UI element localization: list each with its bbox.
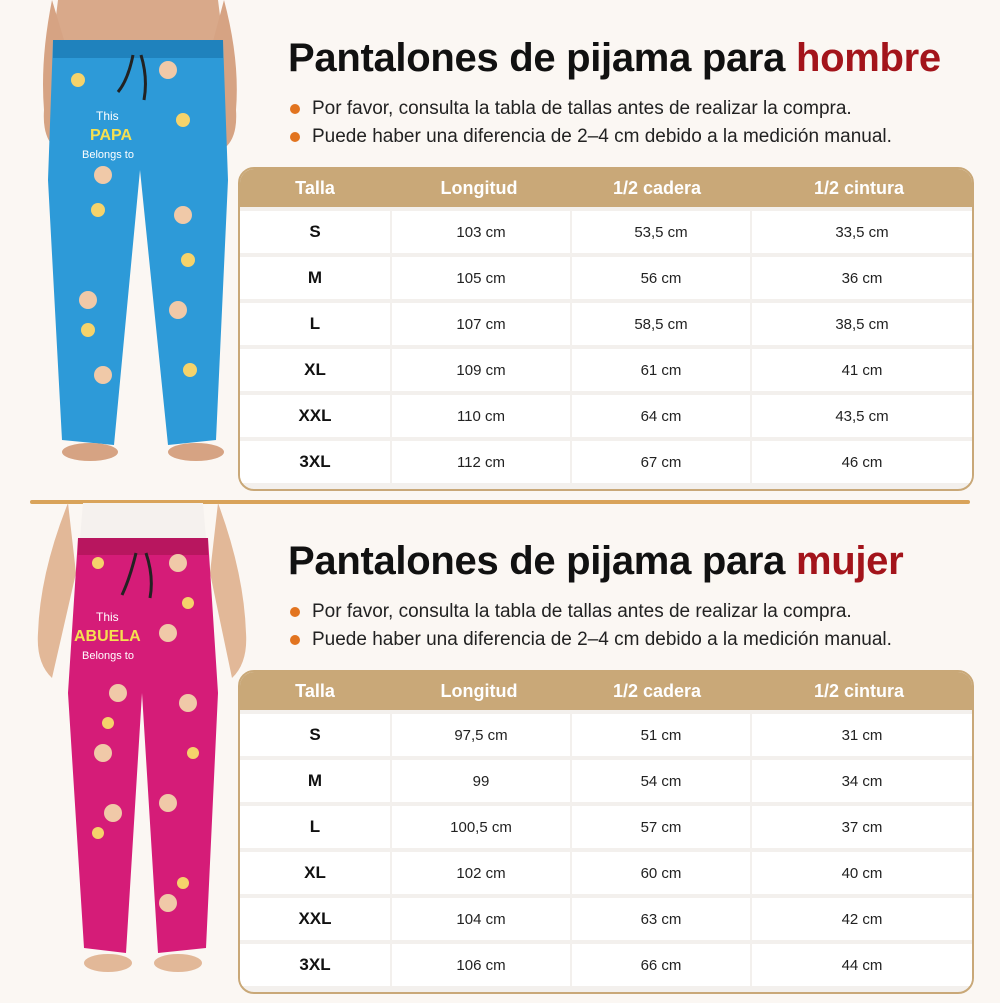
title-accent: hombre (795, 36, 941, 80)
print-text-this: This (96, 109, 119, 123)
print-text-name: ABUELA (74, 628, 141, 645)
table-row (240, 395, 972, 441)
cell-size: M (240, 257, 390, 299)
table-row (240, 303, 972, 349)
table-header (240, 169, 972, 207)
cell-cadera: 54 cm (572, 760, 750, 802)
cell-longitud: 102 cm (392, 852, 570, 894)
table-body (240, 710, 972, 990)
cell-cadera: 51 cm (572, 714, 750, 756)
size-table-women (238, 670, 974, 994)
men-section (0, 0, 1000, 500)
table-row (240, 714, 972, 760)
header-cintura: 1/2 cintura (813, 177, 905, 198)
table-row (240, 441, 972, 487)
cell-size: XL (240, 349, 390, 391)
cell-cadera: 67 cm (572, 441, 750, 483)
table-row (240, 760, 972, 806)
note-item: Por favor, consulta la tabla de tallas antes de realizar la compra. (290, 95, 892, 123)
note-item: Puede haber una diferencia de 2–4 cm debido a la medición manual. (290, 626, 892, 654)
cell-cintura: 31 cm (752, 714, 972, 756)
cell-cadera: 64 cm (572, 395, 750, 437)
title-accent: mujer (795, 539, 904, 583)
size-table-men (238, 167, 974, 491)
bullet-icon (290, 104, 300, 114)
cell-longitud: 107 cm (392, 303, 570, 345)
bullet-icon (290, 132, 300, 142)
cell-cintura: 44 cm (752, 944, 972, 986)
cell-size: L (240, 806, 390, 848)
cell-longitud: 109 cm (392, 349, 570, 391)
page-title-men (288, 36, 941, 81)
cell-size: S (240, 211, 390, 253)
cell-longitud: 97,5 cm (392, 714, 570, 756)
cell-cintura: 46 cm (752, 441, 972, 483)
bullet-icon (290, 607, 300, 617)
page-title-women (288, 539, 903, 584)
print-text-this: This (96, 610, 119, 624)
cell-longitud: 106 cm (392, 944, 570, 986)
notes-list (290, 95, 892, 151)
table-row (240, 211, 972, 257)
cell-cintura: 40 cm (752, 852, 972, 894)
cell-longitud: 100,5 cm (392, 806, 570, 848)
cell-size: 3XL (240, 441, 390, 483)
cell-cadera: 57 cm (572, 806, 750, 848)
cell-cintura: 33,5 cm (752, 211, 972, 253)
table-row (240, 257, 972, 303)
cell-longitud: 110 cm (392, 395, 570, 437)
print-text-belongs: Belongs to (82, 650, 134, 662)
header-talla: Talla (295, 680, 335, 701)
table-row (240, 349, 972, 395)
women-section (0, 503, 1000, 1003)
header-cintura: 1/2 cintura (813, 680, 905, 701)
cell-cintura: 36 cm (752, 257, 972, 299)
women-pajama-pants-photo (18, 503, 258, 1003)
cell-cintura: 43,5 cm (752, 395, 972, 437)
title-main: Pantalones de pijama para (288, 36, 796, 80)
cell-size: XXL (240, 395, 390, 437)
table-row (240, 806, 972, 852)
cell-cadera: 53,5 cm (572, 211, 750, 253)
cell-cintura: 41 cm (752, 349, 972, 391)
cell-cadera: 60 cm (572, 852, 750, 894)
header-longitud: Longitud (440, 680, 518, 701)
cell-cadera: 56 cm (572, 257, 750, 299)
title-main: Pantalones de pijama para (288, 539, 796, 583)
cell-size: S (240, 714, 390, 756)
cell-longitud: 105 cm (392, 257, 570, 299)
header-longitud: Longitud (440, 177, 518, 198)
bullet-icon (290, 635, 300, 645)
cell-longitud: 112 cm (392, 441, 570, 483)
print-text-belongs: Belongs to (82, 149, 134, 161)
cell-cadera: 58,5 cm (572, 303, 750, 345)
note-item: Puede haber una diferencia de 2–4 cm debido a la medición manual. (290, 123, 892, 151)
header-cadera: 1/2 cadera (612, 680, 702, 701)
men-pajama-pants-photo (18, 0, 258, 500)
note-item: Por favor, consulta la tabla de tallas antes de realizar la compra. (290, 598, 892, 626)
cell-cintura: 37 cm (752, 806, 972, 848)
cell-cintura: 38,5 cm (752, 303, 972, 345)
table-header (240, 672, 972, 710)
cell-cintura: 42 cm (752, 898, 972, 940)
notes-list (290, 598, 892, 654)
cell-size: M (240, 760, 390, 802)
cell-size: 3XL (240, 944, 390, 986)
print-text-name: PAPA (90, 127, 133, 144)
cell-cadera: 66 cm (572, 944, 750, 986)
cell-size: XL (240, 852, 390, 894)
cell-longitud: 103 cm (392, 211, 570, 253)
header-talla: Talla (295, 177, 335, 198)
header-cadera: 1/2 cadera (612, 177, 702, 198)
table-row (240, 898, 972, 944)
table-row (240, 852, 972, 898)
cell-longitud: 104 cm (392, 898, 570, 940)
cell-cintura: 34 cm (752, 760, 972, 802)
table-body (240, 207, 972, 487)
cell-size: XXL (240, 898, 390, 940)
cell-cadera: 61 cm (572, 349, 750, 391)
cell-size: L (240, 303, 390, 345)
cell-cadera: 63 cm (572, 898, 750, 940)
cell-longitud: 99 (392, 760, 570, 802)
table-row (240, 944, 972, 990)
